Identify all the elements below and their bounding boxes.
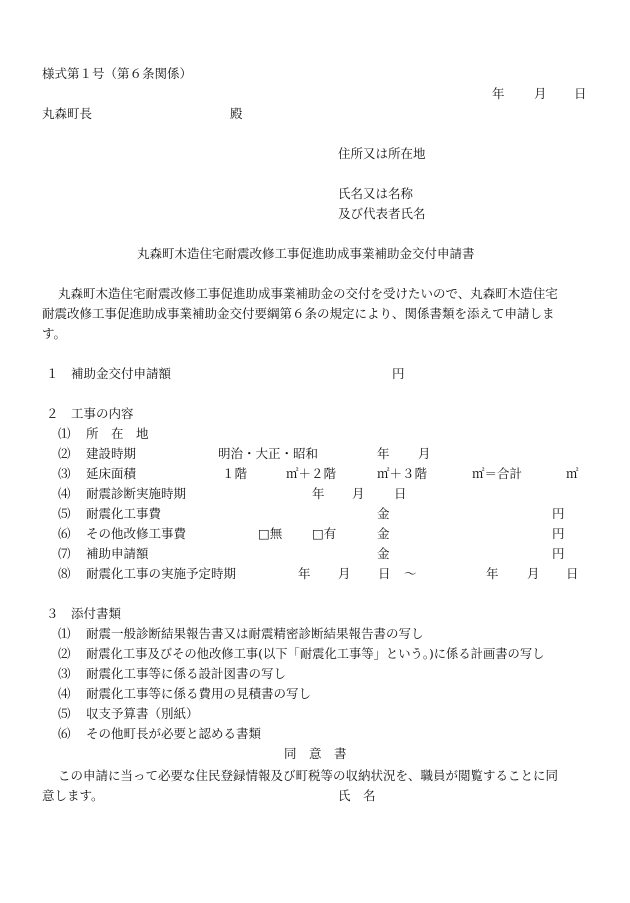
area-unit: ㎡ [566, 466, 579, 481]
attachment-item: 耐震一般診断結果報告書又は耐震精密診断結果報告書の写し [86, 626, 424, 641]
construction-period-label: 建設時期 [86, 446, 137, 461]
addressee-town-head: 丸森町長 [42, 106, 93, 121]
attachment-item: 耐震化工事等に係る費用の見積書の写し [86, 686, 312, 701]
item-number: ⑹ [58, 726, 71, 741]
total-area-label: ㎡＝合計 [472, 466, 523, 481]
month-label-end: 月 [527, 566, 540, 581]
seismic-work-cost-label: 耐震化工事費 [86, 506, 162, 521]
applicant-name-label: 氏名又は名称 [338, 186, 414, 201]
item-number: ⑴ [58, 426, 71, 441]
attachment-item: その他町長が必要と認める書類 [86, 726, 262, 741]
item-number: ⑻ [58, 566, 71, 581]
section3-label: ３ 添付書類 [46, 606, 122, 621]
section1-label: １ 補助金交付申請額 [46, 366, 172, 381]
month-label: 月 [352, 486, 365, 501]
year-label: 年 [298, 566, 311, 581]
intro-line-2: 耐震改修工事促進助成事業補助金交付要綱第６条の規定により、関係書類を添えて申請しま [42, 306, 555, 321]
applicant-rep-label: 及び代表者氏名 [338, 206, 426, 221]
consent-title: 同 意 書 [284, 746, 347, 761]
year-label: 年 [312, 486, 325, 501]
item-number: ⑵ [58, 446, 71, 461]
floor2-label: ㎡＋２階 [286, 466, 337, 481]
item-number: ⑷ [58, 486, 71, 501]
day-label-end: 日 [566, 566, 579, 581]
yen-unit: 円 [552, 546, 565, 561]
location-label: 所 在 地 [86, 426, 149, 441]
day-label: 日 [394, 486, 407, 501]
date-month-label: 月 [534, 86, 547, 101]
item-number: ⑶ [58, 666, 71, 681]
consent-name-label: 氏 名 [338, 788, 376, 803]
month-label: 月 [338, 566, 351, 581]
applicant-address-label: 住所又は所在地 [338, 146, 426, 161]
amount-prefix: 金 [377, 506, 390, 521]
amount-prefix: 金 [377, 546, 390, 561]
day-label: 日 [378, 566, 391, 581]
section2-label: ２ 工事の内容 [46, 406, 134, 421]
item-number: ⑸ [58, 506, 71, 521]
yen-unit: 円 [552, 506, 565, 521]
amount-prefix: 金 [377, 526, 390, 541]
item-number: ⑹ [58, 526, 71, 541]
checkbox-none[interactable]: □無 [258, 526, 283, 541]
item-number: ⑸ [58, 706, 71, 721]
attachment-item: 耐震化工事等に係る設計図書の写し [86, 666, 287, 681]
checkbox-yes[interactable]: □有 [312, 526, 337, 541]
other-work-cost-label: その他改修工事費 [86, 526, 187, 541]
year-label: 年 [377, 446, 390, 461]
date-day-label: 日 [574, 86, 587, 101]
intro-line-1: 丸森町木造住宅耐震改修工事促進助成事業補助金の交付を受けたいので、丸森町木造住宅 [58, 286, 558, 301]
consent-line-1: この申請に当って必要な住民登録情報及び町税等の収納状況を、職員が閲覧することに同 [58, 768, 559, 783]
item-number: ⑷ [58, 686, 71, 701]
document-title: 丸森町木造住宅耐震改修工事促進助成事業補助金交付申請書 [137, 246, 475, 261]
era-options: 明治・大正・昭和 [218, 446, 319, 461]
year-label-end: 年 [486, 566, 499, 581]
item-number: ⑴ [58, 626, 71, 641]
attachment-item: 収支予算書（別紙） [86, 706, 199, 721]
intro-line-3: す。 [42, 326, 67, 341]
form-number: 様式第１号（第６条関係） [42, 66, 193, 81]
subsidy-request-label: 補助申請額 [86, 546, 149, 561]
consent-line-2: 意します。 [42, 788, 104, 803]
item-number: ⑵ [58, 646, 71, 661]
planned-period-label: 耐震化工事の実施予定時期 [86, 566, 237, 581]
date-year-label: 年 [492, 86, 505, 101]
item-number: ⑺ [58, 546, 71, 561]
section1-unit: 円 [392, 366, 405, 381]
floor-area-label: 延床面積 [86, 466, 137, 481]
month-label: 月 [418, 446, 431, 461]
range-tilde: ～ [404, 566, 417, 581]
item-number: ⑶ [58, 466, 71, 481]
diagnosis-period-label: 耐震診断実施時期 [86, 486, 187, 501]
floor1-label: １階 [222, 466, 248, 481]
addressee-honorific: 殿 [230, 106, 243, 121]
floor3-label: ㎡＋３階 [377, 466, 428, 481]
attachment-item: 耐震化工事及びその他改修工事(以下「耐震化工事等」という。)に係る計画書の写し [86, 647, 545, 661]
yen-unit: 円 [552, 526, 565, 541]
